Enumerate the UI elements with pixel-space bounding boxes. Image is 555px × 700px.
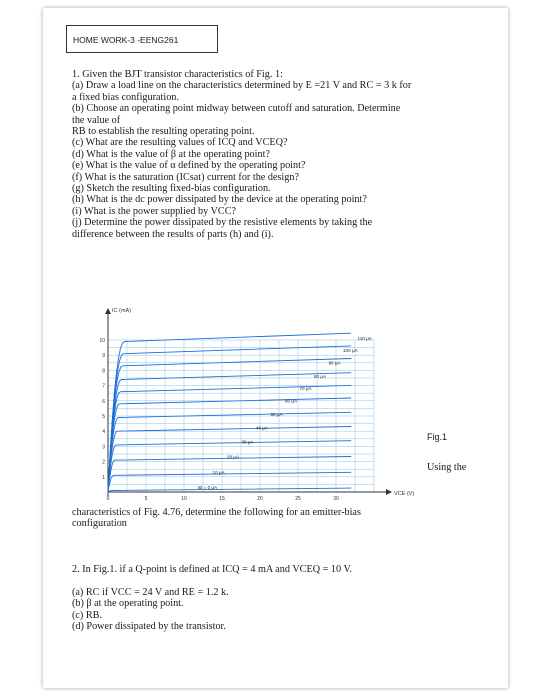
y-tick-label: 7 bbox=[102, 383, 105, 390]
characteristic-curve bbox=[108, 412, 351, 492]
curve-label: 30 μA bbox=[241, 439, 254, 445]
curve-label: 50 μA bbox=[270, 412, 283, 418]
q2-line: (b) β at the operating point. bbox=[72, 598, 184, 610]
q2-line: 2. In Fig.1. if a Q-point is defined at ICQ = 4 mA and VCEQ = 10 V. bbox=[72, 564, 353, 575]
question-2 bbox=[72, 564, 452, 632]
q1-line: (e) What is the value of α defined by the operating point? bbox=[72, 160, 306, 172]
q1-line: (j) Determine the power dissipated by the resistive elements by taking the bbox=[72, 217, 373, 229]
x-tick-label: 10 bbox=[181, 496, 187, 502]
characteristic-curve bbox=[108, 488, 351, 492]
x-tick-label: 25 bbox=[295, 496, 301, 502]
y-tick-label: 3 bbox=[102, 444, 105, 451]
x-tick-label: 30 bbox=[333, 496, 339, 502]
question-1 bbox=[72, 69, 472, 240]
y-tick-label: 8 bbox=[102, 368, 105, 375]
y-axis-arrow bbox=[105, 308, 111, 314]
bjt-characteristics-chart bbox=[94, 296, 424, 504]
figure-label: Fig.1 bbox=[427, 432, 448, 442]
curve-label: 110 μA bbox=[357, 336, 372, 342]
q1-line: (c) What are the resulting values of ICQ and VCEQ? bbox=[72, 137, 288, 149]
q1-line: difference between the results of parts (h) and (i). bbox=[72, 228, 274, 240]
characteristic-curve bbox=[108, 398, 351, 492]
q1-line: the value of bbox=[72, 114, 121, 126]
q2-line: (d) Power dissipated by the transistor. bbox=[72, 621, 226, 633]
homework-title: HOME WORK-3 -EENG261 bbox=[73, 35, 179, 45]
x-axis-arrow bbox=[386, 489, 392, 495]
y-tick-label: 1 bbox=[102, 474, 105, 481]
q1-line: (d) What is the value of β at the operating point? bbox=[72, 148, 270, 160]
curve-label: 60 μA bbox=[285, 398, 298, 404]
continuation-text bbox=[72, 507, 452, 530]
y-axis-label: IC (mA) bbox=[112, 308, 131, 314]
q1-line: (f) What is the saturation (ICsat) current for the design? bbox=[72, 171, 299, 183]
y-tick-label: 4 bbox=[102, 429, 105, 436]
y-tick-label: 10 bbox=[99, 338, 105, 344]
characteristic-curve bbox=[108, 346, 351, 492]
x-axis-label: VCE (V) bbox=[394, 491, 415, 497]
curve-label: 20 μA bbox=[227, 454, 240, 460]
figure-side-text: Using the bbox=[427, 462, 467, 473]
curve-label: 100 μA bbox=[343, 348, 358, 354]
y-tick-label: 6 bbox=[102, 398, 105, 405]
q1-line: a fixed bias configuration. bbox=[72, 91, 179, 103]
y-tick-label: 9 bbox=[102, 353, 105, 360]
homework-title-box bbox=[66, 25, 218, 53]
q1-line: 1. Given the BJT transistor characteristics of Fig. 1: bbox=[72, 69, 283, 80]
y-tick-label: 5 bbox=[102, 414, 105, 420]
curve-label: 70 μA bbox=[299, 386, 312, 392]
q1-line: (h) What is the dc power dissipated by the device at the operating point? bbox=[72, 194, 367, 206]
q1-line: (i) What is the power supplied by VCC? bbox=[72, 205, 237, 217]
y-tick-label: 2 bbox=[102, 459, 105, 466]
q2-line bbox=[72, 575, 452, 586]
q1-line: (a) Draw a load line on the characteristics determined by E =21 V and RC = 3 k for bbox=[72, 80, 412, 92]
curve-label: IB = 0 μA bbox=[198, 484, 218, 490]
q1-line: RB to establish the resulting operating point. bbox=[72, 126, 255, 138]
q1-line: (b) Choose an operating point midway between cutoff and saturation. Determine bbox=[72, 103, 401, 115]
q2-line: (c) RB. bbox=[72, 609, 102, 621]
curve-label: 10 μA bbox=[212, 469, 225, 475]
x-tick-label: 5 bbox=[144, 496, 148, 502]
continuation-line: characteristics of Fig. 4.76, determine the following for an emitter-bias bbox=[72, 507, 361, 518]
characteristic-curve bbox=[108, 333, 351, 492]
x-tick-label: 15 bbox=[219, 496, 225, 502]
curve-label: 40 μA bbox=[256, 425, 269, 431]
x-tick-label: 0 bbox=[106, 496, 110, 502]
q2-line: (a) RC if VCC = 24 V and RE = 1.2 k. bbox=[72, 586, 229, 598]
curve-label: 80 μA bbox=[314, 374, 327, 380]
q1-line: (g) Sketch the resulting fixed-bias configuration. bbox=[72, 183, 271, 195]
curve-label: 90 μA bbox=[328, 360, 341, 366]
x-tick-label: 20 bbox=[257, 496, 263, 502]
continuation-line: configuration bbox=[72, 518, 127, 530]
